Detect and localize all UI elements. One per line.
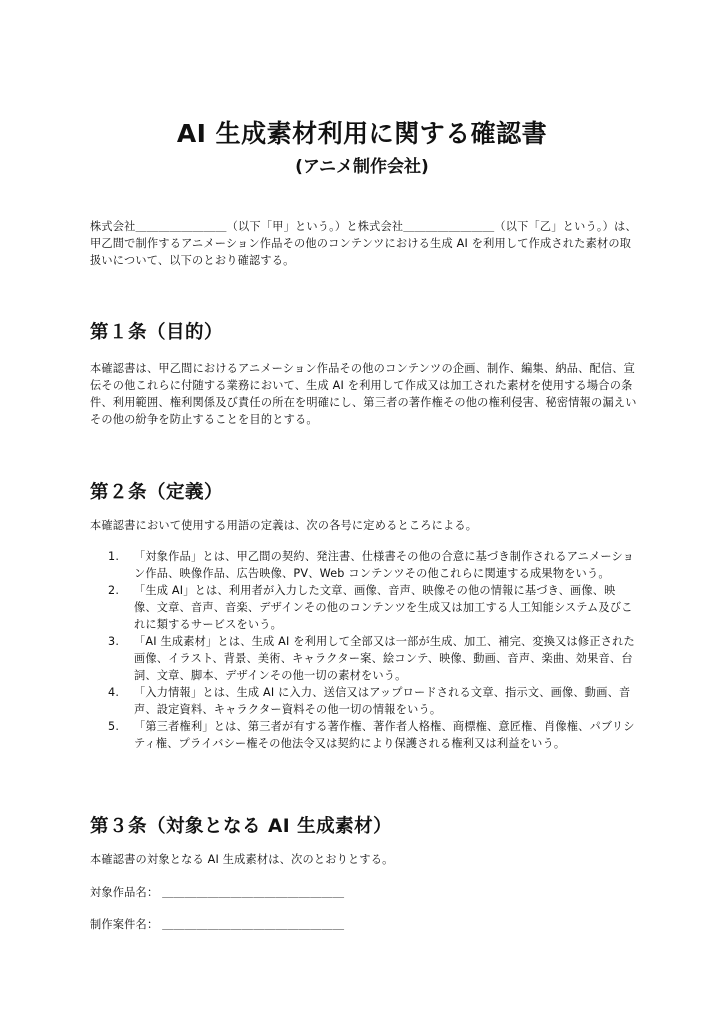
document-title: AI 生成素材利用に関する確認書 xyxy=(176,119,548,148)
definition-list xyxy=(108,548,638,752)
definition-text: 「AI 生成素材」とは、生成 AI を利用して全部又は一部が生成、加工、補完、変換又は修正された画像、イラスト、背景、美術、キャラクター案、絵コンテ、映像、動画、音声、楽曲、効果音、台詞、文章、脚本、デザインその他一切の素材をいう。 xyxy=(134,635,635,682)
definition-number: 1. xyxy=(108,550,120,563)
article-1-body: 本確認書は、甲乙間におけるアニメーション作品その他のコンテンツの企画、制作、編集、納品、配信、宣伝その他これらに付随する業務において、生成 AI を利用して作成又は加工された素材を使用する場合の条件、利用範囲、権利関係及び責任の所在を明確にし、第三者の著作権その他の権利侵害、秘密情報の漏えいその他の紛争を防止することを目的とする。 xyxy=(90,362,637,426)
project-name-label: 制作案件名： xyxy=(90,918,159,931)
definition-item xyxy=(108,582,638,633)
article-2-intro: 本確認書において使用する用語の定義は、次の各号に定めるところによる。 xyxy=(90,519,478,532)
definition-number: 4. xyxy=(108,686,120,699)
target-work-name-blank: ＿＿＿＿＿＿＿＿＿＿＿＿＿＿＿＿ xyxy=(162,886,345,899)
definition-text: 「入力情報」とは、生成 AI に入力、送信又はアップロードされる文章、指示文、画像、動画、音声、設定資料、キャラクター資料その他一切の情報をいう。 xyxy=(134,686,631,716)
definition-item xyxy=(108,718,638,752)
definition-item xyxy=(108,548,638,582)
definition-number: 2. xyxy=(108,584,120,597)
article-3-heading: 第３条（対象となる AI 生成素材） xyxy=(90,816,393,837)
definition-number: 5. xyxy=(108,720,120,733)
article-1-heading: 第１条（目的） xyxy=(90,322,224,343)
project-name-row xyxy=(90,916,344,933)
project-name-blank: ＿＿＿＿＿＿＿＿＿＿＿＿＿＿＿＿ xyxy=(162,918,345,931)
definition-text: 「対象作品」とは、甲乙間の契約、発注書、仕様書その他の合意に基づき制作されるアニメーション作品、映像作品、広告映像、PV、Web コンテンツその他これらに関連する成果物をいう。 xyxy=(134,550,635,580)
preamble-paragraph: 株式会社＿＿＿＿＿＿＿＿（以下「甲」という。）と株式会社＿＿＿＿＿＿＿＿（以下「乙」という。）は、甲乙間で制作するアニメーション作品その他のコンテンツにおける生成 AI を利用して作成された素材の取扱いについて、以下のとおり確認する。 xyxy=(90,220,637,267)
definition-number: 3. xyxy=(108,635,120,648)
article-2-heading: 第２条（定義） xyxy=(90,482,224,503)
article-3-intro: 本確認書の対象となる AI 生成素材は、次のとおりとする。 xyxy=(90,853,394,866)
definition-item xyxy=(108,633,638,684)
definition-text: 「第三者権利」とは、第三者が有する著作権、著作者人格権、商標権、意匠権、肖像権、パブリシティ権、プライバシー権その他法令又は契約により保護される権利又は利益をいう。 xyxy=(134,720,635,750)
definition-text: 「生成 AI」とは、利用者が入力した文章、画像、音声、映像その他の情報に基づき、画像、映像、文章、音声、音楽、デザインその他のコンテンツを生成又は加工する人工知能システム及びこれに類するサービスをいう。 xyxy=(134,584,633,631)
definition-item xyxy=(108,684,638,718)
target-work-name-label: 対象作品名： xyxy=(90,886,159,899)
document-subtitle: (アニメ制作会社) xyxy=(295,157,429,177)
target-work-name-row xyxy=(90,884,344,901)
